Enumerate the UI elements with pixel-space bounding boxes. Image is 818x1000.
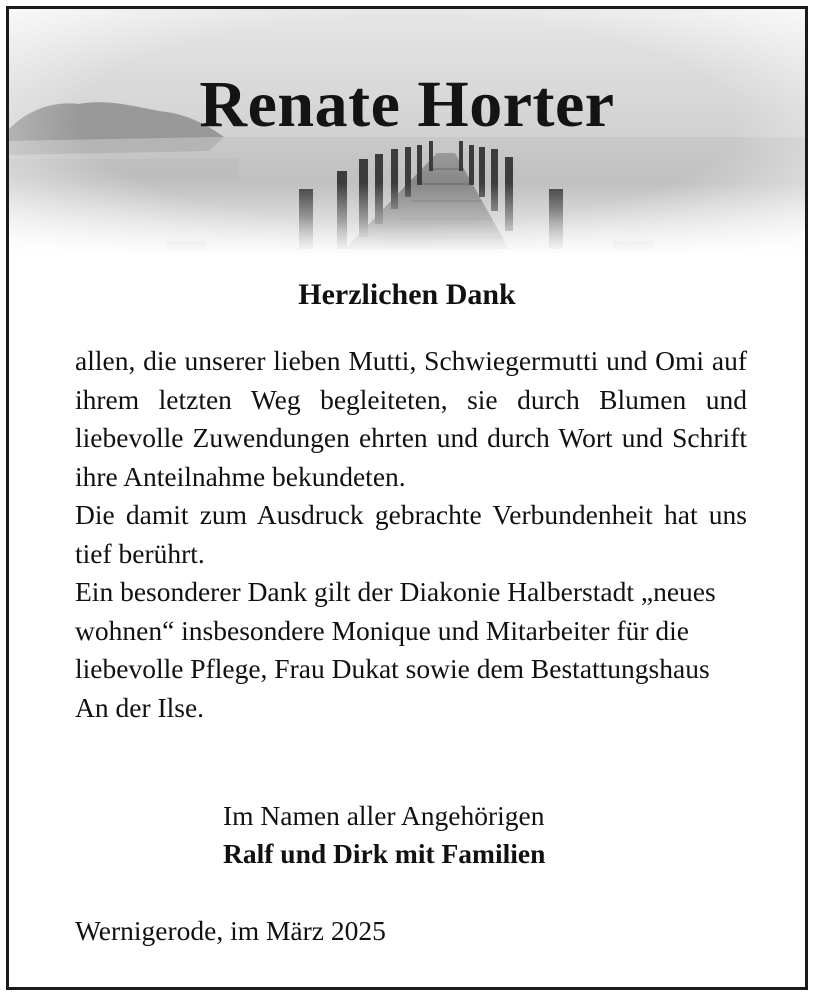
on-behalf-line: Im Namen aller Angehörigen — [223, 800, 545, 831]
deceased-name: Renate Horter — [199, 68, 615, 141]
thanks-paragraph: Ein besonderer Dank gilt der Diakonie Halberstadt „neues wohnen“ insbesondere Monique und Mitarbeiter für die liebevolle Pflege, Frau Dukat sowie dem Bestattungshaus An der Ilse. — [75, 576, 716, 723]
thanks-paragraph: Die damit zum Ausdruck gebrachte Verbundenheit hat uns tief berührt. — [75, 499, 747, 569]
signoff — [223, 797, 623, 873]
place-date: Wernigerode, im März 2025 — [75, 915, 386, 946]
thanks-body — [75, 342, 747, 727]
obituary-notice — [6, 6, 808, 990]
family-signature: Ralf und Dirk mit Familien — [223, 838, 546, 869]
thanks-paragraph: allen, die unserer lieben Mutti, Schwiegermutti und Omi auf ihrem letzten Weg begleiteten, sie durch Blumen und liebevolle Zuwendungen ehrten und durch Wort und Schrift ihre Anteilnahme bekundeten. — [75, 345, 747, 492]
thanks-heading: Herzlichen Dank — [298, 278, 516, 311]
